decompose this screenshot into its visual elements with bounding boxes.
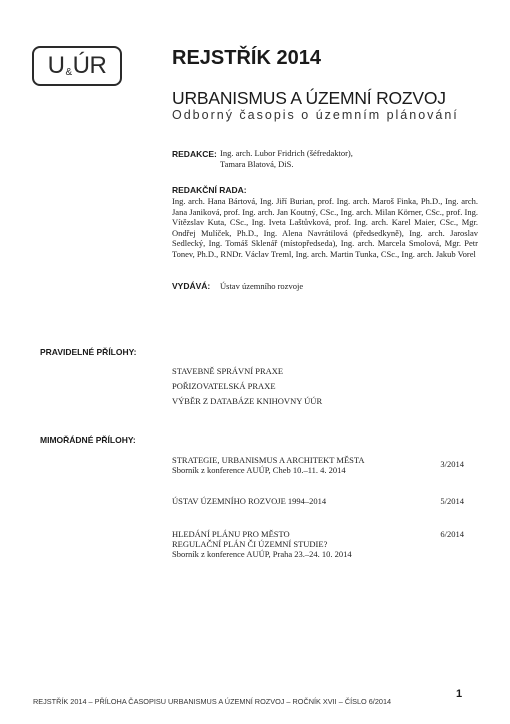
journal-name: URBANISMUS A ÚZEMNÍ ROZVOJ — [172, 88, 446, 108]
mimoradne-item-subtitle: Sborník z konference AUÚP, Praha 23.–24. 10. 2014 — [172, 549, 352, 559]
journal-tagline: Odborný časopis o územním plánování — [172, 108, 459, 122]
pravidelne-item: STAVEBNĚ SPRÁVNÍ PRAXE — [172, 366, 284, 376]
page-footer: REJSTŘÍK 2014 – PŘÍLOHA ČASOPISU URBANISMUS A ÚZEMNÍ ROZVOJ – ROČNÍK XVII – ČÍSLO 6/2014 — [33, 697, 392, 706]
redakce-label: REDAKCE: — [172, 149, 217, 159]
pravidelne-label: PRAVIDELNÉ PŘÍLOHY: — [40, 347, 137, 357]
mimoradne-label: MIMOŘÁDNÉ PŘÍLOHY: — [40, 435, 136, 445]
mimoradne-item-number: 5/2014 — [440, 496, 464, 506]
rada-label: REDAKČNÍ RADA: — [172, 185, 247, 195]
redakce-line1: Ing. arch. Lubor Fridrich (šéfredaktor), — [220, 148, 353, 158]
pravidelne-item: POŘIZOVATELSKÁ PRAXE — [172, 381, 276, 391]
pravidelne-item: VÝBĚR Z DATABÁZE KNIHOVNY ÚÚR — [172, 396, 323, 406]
mimoradne-item-subtitle: Sborník z konference AUÚP, Cheb 10.–11. 4. 2014 — [172, 465, 346, 475]
mimoradne-item-title: REGULAČNÍ PLÁN ČI ÚZEMNÍ STUDIE? — [172, 539, 328, 549]
logo-text: U&ÚR — [47, 52, 107, 79]
rada-members: Ing. arch. Hana Bártová, Ing. Jiří Burian, prof. Ing. arch. Maroš Finka, Ph.D., Ing. arch. Jana Janiková, prof. Ing. arch. Jan Koutný, CSc., Ing. arch. Milan Körner, CSc., prof. Ing. Vítězslav Kuta, CSc., Ing. Iveta Laštůvková, prof. Ing. arch. Karel Maier, CSc., Mgr. Ondřej Mulíček, Ph.D., Ing. Alena Navrátilová (předsedkyně), Ing. arch. Jaroslav Sedlecký, Ing. Tomáš Sklenář (místopředseda), Ing. arch. Marcela Smolová, Mgr. Petr Tonev, Ph.D., RNDr. Václav Treml, Ing. arch. Martin Tunka, CSc., Ing. arch. Jakub Vorel — [172, 196, 478, 259]
mimoradne-item-title: ÚSTAV ÚZEMNÍHO ROZVOJE 1994–2014 — [172, 496, 327, 506]
page-title: REJSTŘÍK 2014 — [172, 47, 321, 69]
journal-logo — [32, 46, 122, 86]
redakce-line2: Tamara Blatová, DiS. — [220, 159, 294, 169]
vydava-label: VYDÁVÁ: — [172, 281, 211, 291]
mimoradne-item-number: 3/2014 — [440, 459, 464, 469]
mimoradne-item-title: HLEDÁNÍ PLÁNU PRO MĚSTO — [172, 529, 290, 539]
mimoradne-item-title: STRATEGIE, URBANISMUS A ARCHITEKT MĚSTA — [172, 455, 365, 465]
vydava-text: Ústav územního rozvoje — [220, 281, 304, 291]
mimoradne-item-number: 6/2014 — [440, 529, 464, 539]
page-number: 1 — [456, 688, 463, 700]
